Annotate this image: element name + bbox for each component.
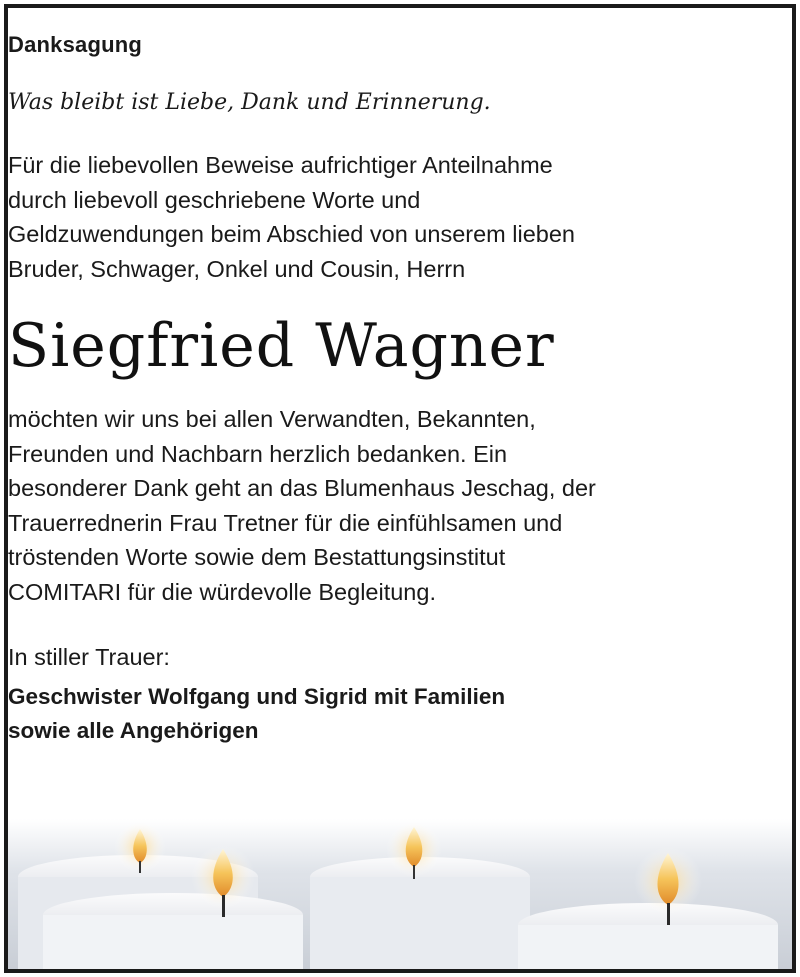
intro-paragraph [8, 148, 792, 286]
obituary-notice [4, 4, 796, 973]
thanks-line: möchten wir uns bei allen Verwandten, Bekannten, [8, 406, 536, 432]
intro-line: Bruder, Schwager, Onkel und Cousin, Herrn [8, 255, 466, 282]
thanks-paragraph [8, 402, 792, 609]
thanks-line: COMITARI für die würdevolle Begleitung. [8, 578, 436, 605]
signers-block [8, 680, 792, 748]
intro-line: Geldzuwendungen beim Abschied von unserem lieben [8, 221, 575, 247]
thanks-line: tröstenden Worte sowie dem Bestattungsinstitut [8, 544, 506, 570]
intro-line: Für die liebevollen Beweise aufrichtiger Anteilnahme [8, 152, 553, 178]
tea-light-candles-icon [8, 819, 792, 969]
notice-heading: Danksagung [8, 32, 143, 57]
thanks-line: Freunden und Nachbarn herzlich bedanken. Ein [8, 440, 508, 467]
signer-line: sowie alle Angehörigen [8, 718, 259, 743]
deceased-name: Siegfried Wagner [8, 311, 555, 381]
mourning-label: In stiller Trauer: [8, 644, 170, 670]
intro-line: durch liebevoll geschriebene Worte und [8, 186, 421, 213]
thanks-line: Trauerrednerin Frau Tretner für die einfühlsamen und [8, 509, 563, 536]
signer-line: Geschwister Wolfgang und Sigrid mit Familien [8, 684, 506, 709]
motto-quote: Was bleibt ist Liebe, Dank und Erinnerung. [8, 90, 491, 115]
thanks-line: besonderer Dank geht an das Blumenhaus Jeschag, der [8, 475, 596, 501]
